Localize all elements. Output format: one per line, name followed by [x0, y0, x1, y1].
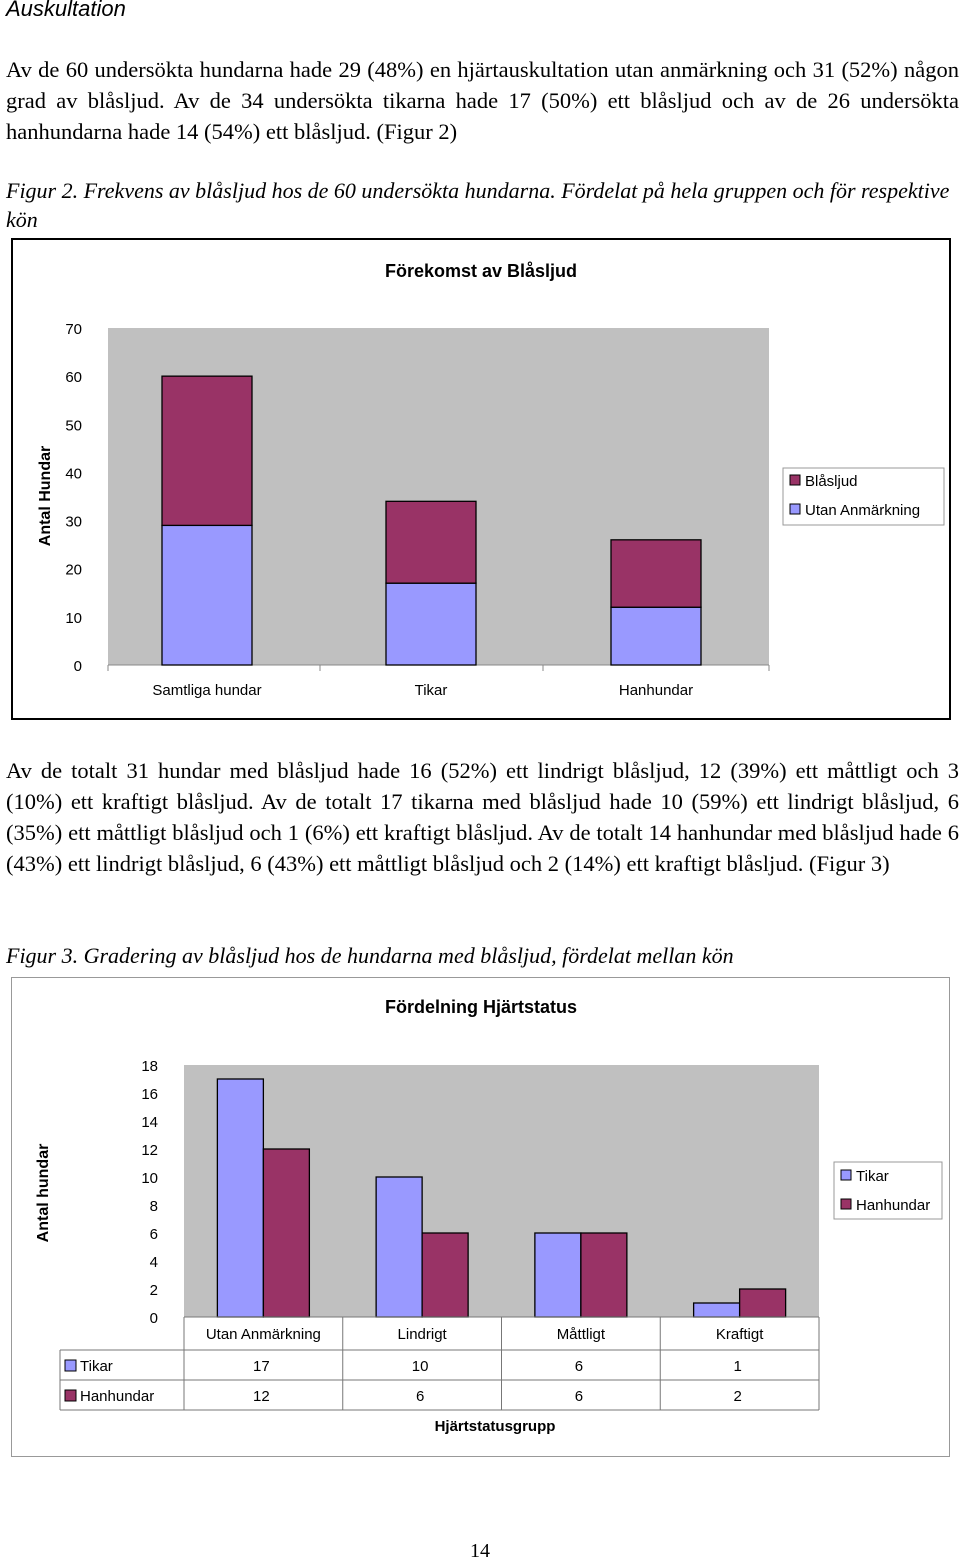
chart-1-bar-utan-anmarkning	[611, 607, 701, 665]
chart-1-y-tick: 60	[65, 369, 82, 387]
paragraph-2: Av de totalt 31 hundar med blåsljud hade 16 (52%) ett lindrigt blåsljud, 12 (39%) ett måttligt och 3 (10%) ett kraftigt blåsljud. Av de totalt 17 tikarna med blåsljud hade 10 (59%) ett lindrigt blåsljud, 6 (35%) ett måttligt blåsljud och 1 (6%) ett kraftigt blåsljud. Av de totalt 14 hanhundar med blåsljud hade 6 (43%) ett lindrigt blåsljud, 6 (43%) ett måttligt blåsljud och 2 (14%) ett kraftigt blåsljud. (Figur 3)	[6, 758, 959, 876]
chart-2-y-tick: 2	[149, 1282, 158, 1299]
chart-2-bar-hanhundar	[581, 1233, 627, 1317]
chart-1-y-label: Antal Hundar	[37, 445, 54, 547]
chart-2-legend-label: Hanhundar	[856, 1197, 931, 1214]
chart-1-legend-label: Utan Anmärkning	[805, 502, 921, 519]
chart-2-y-label: Antal hundar	[35, 1143, 52, 1243]
chart-2-category-label: Kraftigt	[715, 1326, 764, 1343]
chart-2-data-label: 6	[415, 1388, 425, 1405]
chart-2-legend-label: Tikar	[856, 1168, 889, 1185]
chart-2-table-swatch	[65, 1390, 76, 1401]
chart-2-category-label: Måttligt	[556, 1326, 606, 1343]
chart-1-y-tick: 50	[65, 417, 82, 435]
figure-2-caption: Figur 2. Frekvens av blåsljud hos de 60 undersökta hundarna. Fördelat på hela gruppen och för respektive kön	[6, 178, 950, 232]
chart-2-x-label: Hjärtstatusgrupp	[434, 1418, 556, 1435]
chart-1-y-tick: 40	[65, 465, 82, 483]
chart-1-y-tick: 30	[65, 513, 82, 531]
chart-1-frame	[11, 238, 951, 720]
chart-2-table-series-name: Hanhundar	[80, 1388, 155, 1405]
chart-1-legend-swatch	[790, 475, 800, 485]
chart-2-bar-tikar	[376, 1177, 422, 1317]
chart-1-svg	[13, 240, 949, 718]
figure-3-caption: Figur 3. Gradering av blåsljud hos de hundarna med blåsljud, fördelat mellan kön	[6, 943, 734, 968]
chart-2-y-tick: 10	[141, 1170, 158, 1187]
chart-2-data-label: 6	[574, 1388, 584, 1405]
chart-2-title: Fördelning Hjärtstatus	[384, 997, 578, 1017]
chart-2-y-tick: 0	[149, 1310, 158, 1327]
chart-2-data-label: 1	[733, 1358, 742, 1375]
chart-2-data-label: 6	[574, 1358, 584, 1375]
chart-2-category-label: Utan Anmärkning	[205, 1326, 321, 1343]
chart-1-y-tick: 0	[73, 658, 82, 675]
chart-1-legend-swatch	[790, 504, 800, 514]
chart-2-frame	[11, 977, 950, 1457]
chart-1-bar-blasljud	[611, 540, 701, 607]
chart-2-y-tick: 18	[141, 1058, 158, 1075]
chart-1-category-label: Samtliga hundar	[152, 682, 262, 699]
chart-1-category-label: Tikar	[414, 682, 448, 699]
chart-1-y-tick: 20	[65, 561, 82, 579]
chart-1-title: Förekomst av Blåsljud	[384, 261, 578, 281]
chart-2-data-label: 12	[253, 1388, 270, 1405]
page-number: 14	[470, 1540, 490, 1562]
chart-2-y-tick: 4	[149, 1254, 158, 1271]
chart-2-bar-tikar	[694, 1303, 740, 1317]
chart-1-category-label: Hanhundar	[618, 682, 694, 699]
chart-2-y-tick: 12	[141, 1142, 158, 1159]
chart-2-bar-tikar	[535, 1233, 581, 1317]
chart-2-data-label: 2	[733, 1388, 742, 1405]
chart-1-bar-blasljud	[162, 376, 252, 525]
chart-2-legend-swatch	[841, 1199, 851, 1209]
chart-2-category-label: Lindrigt	[397, 1326, 447, 1343]
chart-2-y-tick: 16	[141, 1086, 158, 1103]
chart-2-table-swatch	[65, 1360, 76, 1371]
chart-1-y-tick: 70	[65, 321, 82, 338]
chart-2-data-label: 17	[253, 1358, 270, 1375]
chart-2-svg	[12, 978, 949, 1456]
chart-1-y-tick: 10	[65, 609, 82, 627]
chart-2-legend-swatch	[841, 1170, 851, 1180]
chart-2-bar-tikar	[217, 1079, 263, 1317]
chart-2-data-label: 10	[411, 1358, 429, 1375]
chart-1-bar-utan-anmarkning	[386, 583, 476, 665]
chart-1-bar-utan-anmarkning	[162, 525, 252, 665]
chart-2-table-series-name: Tikar	[80, 1358, 113, 1375]
chart-2-y-tick: 14	[141, 1114, 158, 1131]
chart-1-legend-label: Blåsljud	[805, 473, 858, 490]
chart-1-bar-blasljud	[386, 501, 476, 583]
chart-2-bar-hanhundar	[263, 1149, 309, 1317]
chart-2-y-tick: 8	[149, 1198, 158, 1215]
chart-2-bar-hanhundar	[422, 1233, 468, 1317]
paragraph-1: Av de 60 undersökta hundarna hade 29 (48%) en hjärtauskultation utan anmärkning och 31 (52%) någon grad av blåsljud. Av de 34 undersökta tikarna hade 17 (50%) ett blåsljud och av de 26 undersökta hanhundarna hade 14 (54%) ett blåsljud. (Figur 2)	[6, 57, 959, 144]
chart-2-y-tick: 6	[149, 1226, 158, 1243]
chart-2-bar-hanhundar	[740, 1289, 786, 1317]
section-heading: Auskultation	[6, 0, 126, 21]
